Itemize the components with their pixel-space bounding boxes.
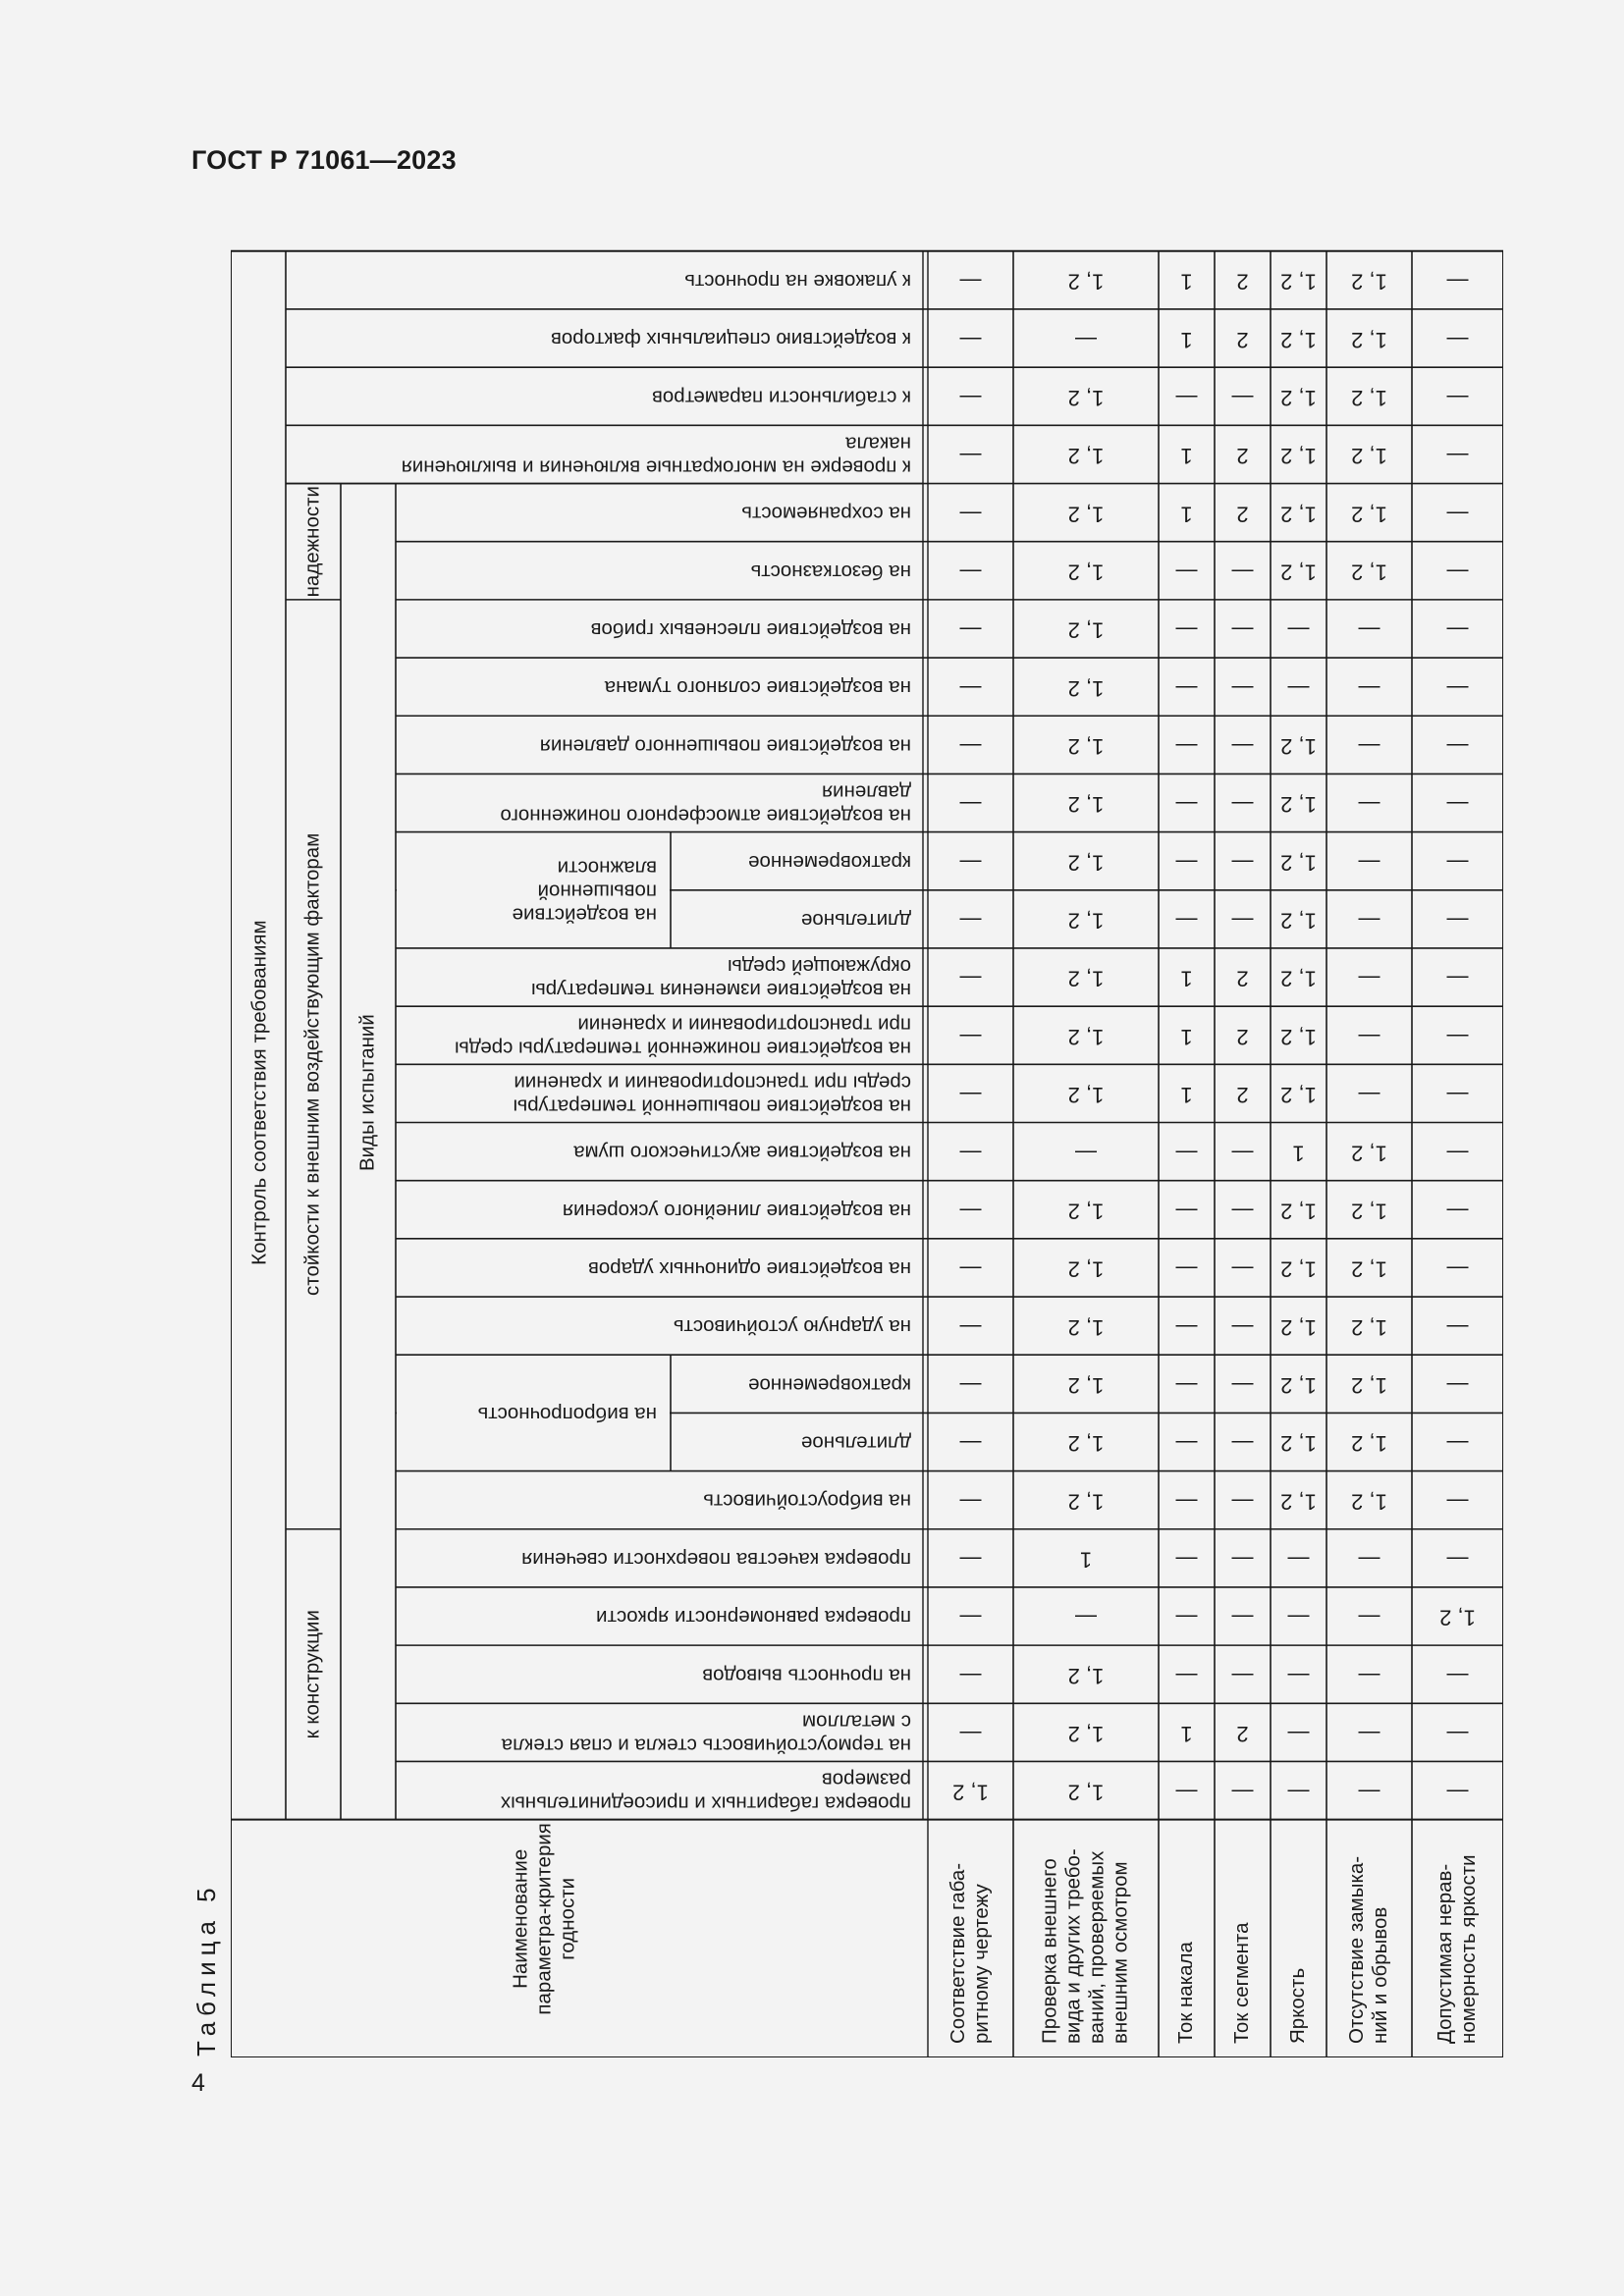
- table-cell: —: [1446, 1083, 1469, 1108]
- table-5: [231, 232, 1503, 2057]
- table-cell: —: [1446, 1372, 1469, 1398]
- table-cell: —: [1231, 1489, 1254, 1515]
- table-cell: —: [959, 1024, 982, 1049]
- table-cell: —: [1175, 792, 1198, 818]
- table-cell: 1, 2: [1280, 1256, 1317, 1282]
- table-cell: —: [1075, 1605, 1097, 1630]
- row-label: ваний, проверяемых: [1085, 1850, 1109, 2044]
- column-header: длительное: [800, 908, 911, 932]
- table-cell: —: [1175, 1431, 1198, 1457]
- table-cell: 1: [1180, 327, 1193, 352]
- table-cell: —: [1175, 734, 1198, 760]
- table-cell: 1, 2: [1067, 1256, 1105, 1282]
- column-header: на воздействие одиночных ударов: [587, 1257, 911, 1281]
- column-header: при транспортировании и хранении: [577, 1013, 911, 1037]
- table-cell: —: [1231, 1314, 1254, 1340]
- table-cell: 1: [1292, 1141, 1305, 1166]
- table-cell: —: [1231, 560, 1254, 585]
- table-cell: —: [1231, 908, 1254, 934]
- page-number: 4: [191, 2069, 205, 2097]
- table-cell: 1, 2: [1067, 1024, 1105, 1049]
- table-cell: —: [1446, 1199, 1469, 1224]
- table-cell: —: [1287, 1663, 1310, 1688]
- table-cell: 2: [1236, 502, 1249, 527]
- table-cell: —: [1358, 908, 1380, 934]
- table-cell: —: [1175, 1663, 1198, 1688]
- table-cell: —: [959, 385, 982, 410]
- column-header: на ударную устойчивость: [673, 1315, 911, 1339]
- table-cell: —: [1446, 1663, 1469, 1688]
- table-cell: 1, 2: [1280, 444, 1317, 469]
- column-header: накала: [845, 432, 911, 455]
- table-cell: —: [1175, 1489, 1198, 1515]
- table-cell: 1, 2: [1067, 1780, 1105, 1805]
- table-cell: —: [959, 1489, 982, 1515]
- table-cell: —: [1175, 1314, 1198, 1340]
- group-main-title: Контроль соответствия требованиям: [247, 920, 271, 1265]
- table-cell: —: [959, 1431, 982, 1457]
- table-cell: —: [1446, 1722, 1469, 1747]
- column-header: проверка качества поверхности свечения: [521, 1547, 911, 1571]
- table-cell: —: [1231, 385, 1254, 410]
- table-cell: —: [1231, 792, 1254, 818]
- table-cell: 1, 2: [1067, 560, 1105, 585]
- table-cell: —: [959, 1605, 982, 1630]
- table-cell: —: [959, 269, 982, 294]
- table-cell: —: [1175, 1605, 1198, 1630]
- table-cell: —: [1075, 1141, 1097, 1166]
- table-cell: —: [1231, 617, 1254, 643]
- table-cell: 1, 2: [1439, 1605, 1476, 1630]
- table-cell: 1, 2: [1280, 269, 1317, 294]
- table-cell: —: [1358, 1722, 1380, 1747]
- table-cell: —: [1446, 1024, 1469, 1049]
- table-cell: 1, 2: [1280, 1314, 1317, 1340]
- table-rotated-group: [231, 251, 1503, 2057]
- table-cell: 1, 2: [1067, 734, 1105, 760]
- table-cell: 1: [1180, 1722, 1193, 1747]
- table-cell: —: [959, 560, 982, 585]
- table-cell: 1, 2: [1280, 908, 1317, 934]
- column-header: на термоустойчивость стекла и спая стекла: [501, 1734, 911, 1757]
- table-cell: —: [1358, 1024, 1380, 1049]
- subgroup-resistance: стойкости к внешним воздействующим факторам: [300, 832, 324, 1296]
- table-cell: —: [1231, 734, 1254, 760]
- table-cell: —: [1446, 1141, 1469, 1166]
- table-cell: —: [1231, 1256, 1254, 1282]
- table-cell: —: [1446, 1256, 1469, 1282]
- subgroup-humid: повышенной: [537, 880, 657, 903]
- table-cell: —: [1287, 1547, 1310, 1573]
- table-cell: —: [1231, 675, 1254, 701]
- table-cell: —: [1231, 1547, 1254, 1573]
- column-header: среды при транспортировании и хранении: [514, 1071, 911, 1095]
- table-cell: —: [1446, 966, 1469, 991]
- table-cell: —: [1446, 269, 1469, 294]
- table-cell: —: [1175, 617, 1198, 643]
- table-cell: 1, 2: [1067, 1663, 1105, 1688]
- table-cell: —: [959, 1256, 982, 1282]
- column-header: на воздействие изменения температуры: [530, 979, 911, 1002]
- table-cell: —: [959, 1141, 982, 1166]
- table-cell: —: [959, 1372, 982, 1398]
- table-cell: 1, 2: [1067, 502, 1105, 527]
- table-cell: 1, 2: [1280, 966, 1317, 991]
- table-cell: —: [1175, 1372, 1198, 1398]
- row-label: Отсутствие замыка-: [1344, 1855, 1368, 2044]
- table-cell: —: [1175, 1256, 1198, 1282]
- table-cell: —: [1231, 1431, 1254, 1457]
- table-cell: 1, 2: [1067, 966, 1105, 991]
- corner-label-line: годности: [556, 1877, 579, 1960]
- table-cell: —: [1446, 734, 1469, 760]
- column-header: на виброустойчивость: [703, 1489, 911, 1513]
- row-label: Проверка внешнего: [1038, 1858, 1061, 2044]
- column-header: на воздействие плесневых грибов: [590, 618, 911, 642]
- table-cell: 1, 2: [1067, 1314, 1105, 1340]
- table-cell: —: [959, 1314, 982, 1340]
- table-cell: 1, 2: [1280, 1431, 1317, 1457]
- table-cell: —: [959, 908, 982, 934]
- table-cell: 1, 2: [1067, 792, 1105, 818]
- table-cell: —: [959, 966, 982, 991]
- table-cell: —: [1175, 675, 1198, 701]
- table-cell: —: [1446, 792, 1469, 818]
- table-cell: 1, 2: [1280, 502, 1317, 527]
- table-cell: 1, 2: [1280, 734, 1317, 760]
- table-cell: 1, 2: [1351, 385, 1387, 410]
- table-cell: 1, 2: [1280, 850, 1317, 876]
- table-cell: —: [1231, 1372, 1254, 1398]
- table-cell: 1, 2: [1351, 1314, 1387, 1340]
- table-5-grid: [231, 232, 1503, 2057]
- subgroup-construction: к конструкции: [300, 1610, 324, 1739]
- table-cell: —: [1446, 1780, 1469, 1805]
- table-cell: —: [1231, 850, 1254, 876]
- column-header: проверка габаритных и присоединительных: [500, 1791, 911, 1815]
- table-cell: —: [959, 444, 982, 469]
- column-header: на воздействие повышенной температуры: [513, 1095, 911, 1118]
- row-label: вида и других требо-: [1061, 1848, 1085, 2044]
- table-cell: 1, 2: [1351, 1489, 1387, 1515]
- table-cell: 1, 2: [1067, 850, 1105, 876]
- table-cell: 1, 2: [1067, 617, 1105, 643]
- table-cell: —: [959, 675, 982, 701]
- table-cell: —: [1358, 617, 1380, 643]
- table-cell: 2: [1236, 1083, 1249, 1108]
- table-cell: —: [1446, 908, 1469, 934]
- table-cell: 1, 2: [1351, 1256, 1387, 1282]
- column-header: на воздействие акустического шума: [573, 1141, 911, 1164]
- table-cell: —: [1358, 1605, 1380, 1630]
- corner-label-line: Наименование: [509, 1848, 532, 1989]
- row-label: ритному чертежу: [969, 1884, 993, 2044]
- table-cell: —: [959, 617, 982, 643]
- table-cell: —: [1446, 617, 1469, 643]
- table-cell: 1, 2: [1067, 908, 1105, 934]
- table-cell: —: [1287, 1605, 1310, 1630]
- table-cell: 1, 2: [1280, 327, 1317, 352]
- table-cell: 1, 2: [1351, 444, 1387, 469]
- table-cell: 1, 2: [1280, 385, 1317, 410]
- table-cell: 1, 2: [1280, 560, 1317, 585]
- table-cell: —: [1075, 327, 1097, 352]
- table-cell: —: [1175, 908, 1198, 934]
- document-header: ГОСТ Р 71061—2023: [191, 145, 457, 175]
- table-cell: 1: [1180, 444, 1193, 469]
- table-cell: 1, 2: [1351, 1199, 1387, 1224]
- table-cell: 1, 2: [1351, 1141, 1387, 1166]
- table-cell: —: [1175, 1547, 1198, 1573]
- column-header: на воздействие пониженной температуры среды: [455, 1037, 911, 1060]
- column-header: к упаковке на прочность: [684, 269, 911, 293]
- table-cell: 1, 2: [1351, 327, 1387, 352]
- table-cell: 2: [1236, 1722, 1249, 1747]
- table-cell: —: [959, 1199, 982, 1224]
- table-cell: 1, 2: [1351, 502, 1387, 527]
- column-header: размеров: [821, 1768, 911, 1791]
- table-cell: 1, 2: [1280, 792, 1317, 818]
- table-cell: —: [1231, 1780, 1254, 1805]
- table-cell: 1, 2: [1067, 1722, 1105, 1747]
- column-header: на воздействие соляного тумана: [604, 676, 911, 700]
- table-cell: —: [959, 1722, 982, 1747]
- table-cell: —: [1358, 966, 1380, 991]
- table-cell: 1, 2: [1067, 1489, 1105, 1515]
- column-header: на безотказность: [750, 560, 911, 583]
- table-cell: —: [959, 1083, 982, 1108]
- table-cell: 2: [1236, 444, 1249, 469]
- table-cell: 1: [1180, 1083, 1193, 1108]
- column-header: давления: [821, 780, 911, 804]
- table-cell: —: [1446, 1547, 1469, 1573]
- column-header: на воздействие линейного ускорения: [562, 1199, 911, 1222]
- table-cell: —: [1358, 1083, 1380, 1108]
- table-cell: 1, 2: [1067, 675, 1105, 701]
- column-header: к проверке на многократные включения и выключения: [401, 455, 911, 479]
- table-cell: —: [1358, 734, 1380, 760]
- table-cell: —: [1175, 560, 1198, 585]
- row-label: номерность яркости: [1456, 1854, 1480, 2044]
- table-cell: —: [1287, 1780, 1310, 1805]
- row-label: Яркость: [1285, 1967, 1309, 2044]
- table-cell: 1, 2: [1067, 385, 1105, 410]
- row-label: Ток накала: [1173, 1942, 1197, 2044]
- table-cell: —: [1358, 1547, 1380, 1573]
- table-cell: —: [1358, 792, 1380, 818]
- table-cell: —: [1358, 1663, 1380, 1688]
- table-cell: 1, 2: [1351, 1431, 1387, 1457]
- table-cell: —: [1231, 1141, 1254, 1166]
- table-cell: 1, 2: [1067, 1372, 1105, 1398]
- table-cell: 1, 2: [1280, 1489, 1317, 1515]
- types-label: Виды испытаний: [355, 1014, 379, 1172]
- row-label: Соответствие габа-: [946, 1862, 969, 2044]
- table-cell: 1, 2: [1351, 269, 1387, 294]
- table-cell: 2: [1236, 1024, 1249, 1049]
- table-cell: 2: [1236, 269, 1249, 294]
- table-cell: —: [959, 1547, 982, 1573]
- table-cell: —: [1446, 675, 1469, 701]
- table-cell: —: [1287, 675, 1310, 701]
- table-cell: 1: [1180, 1024, 1193, 1049]
- table-cell: —: [1446, 1314, 1469, 1340]
- table-cell: —: [1358, 675, 1380, 701]
- table-cell: 1, 2: [1067, 444, 1105, 469]
- table-cell: —: [1446, 385, 1469, 410]
- table-caption: Таблица 5: [191, 1882, 221, 2056]
- table-cell: 1: [1180, 966, 1193, 991]
- column-header: на воздействие повышенного давления: [539, 734, 911, 758]
- table-cell: 1, 2: [1067, 1083, 1105, 1108]
- table-cell: 1, 2: [1280, 1083, 1317, 1108]
- table-cell: —: [1175, 850, 1198, 876]
- column-header: окружающей среды: [728, 955, 911, 979]
- table-cell: —: [1175, 1141, 1198, 1166]
- column-header: кратковременное: [748, 1373, 911, 1397]
- table-cell: —: [1446, 1431, 1469, 1457]
- table-cell: —: [1231, 1663, 1254, 1688]
- column-header: на сохраняемость: [741, 502, 911, 525]
- column-header: кратковременное: [748, 850, 911, 874]
- table-cell: 1, 2: [1067, 1199, 1105, 1224]
- table-cell: 1, 2: [1280, 1199, 1317, 1224]
- table-cell: —: [1231, 1605, 1254, 1630]
- table-cell: 2: [1236, 327, 1249, 352]
- table-cell: —: [1287, 1722, 1310, 1747]
- table-cell: 1: [1180, 502, 1193, 527]
- subgroup-reliability: надежности: [300, 486, 324, 598]
- table-cell: 1, 2: [1067, 269, 1105, 294]
- table-cell: —: [959, 734, 982, 760]
- column-header: к воздействию специальных факторов: [550, 328, 911, 351]
- table-cell: 1: [1180, 269, 1193, 294]
- row-label: внешним осмотром: [1109, 1861, 1132, 2044]
- column-header: на воздействие атмосферного пониженного: [500, 804, 911, 828]
- table-cell: —: [1358, 850, 1380, 876]
- table-cell: —: [959, 792, 982, 818]
- row-label: Ток сегмента: [1229, 1922, 1253, 2044]
- table-cell: —: [959, 850, 982, 876]
- subgroup-humid: на воздействие: [512, 903, 657, 927]
- table-cell: —: [1446, 560, 1469, 585]
- table-cell: 1, 2: [1280, 1372, 1317, 1398]
- table-cell: —: [1446, 1489, 1469, 1515]
- subgroup-humid: влажности: [557, 856, 657, 880]
- row-label: ний и обрывов: [1368, 1906, 1391, 2044]
- table-cell: —: [1231, 1199, 1254, 1224]
- column-header: на прочность выводов: [702, 1664, 911, 1687]
- table-cell: —: [1175, 1780, 1198, 1805]
- table-cell: —: [959, 1663, 982, 1688]
- table-cell: —: [1358, 1780, 1380, 1805]
- table-cell: —: [1175, 1199, 1198, 1224]
- table-cell: 1, 2: [1351, 560, 1387, 585]
- column-header: проверка равномерности яркости: [596, 1606, 911, 1629]
- corner-label-line: параметра-критерия: [532, 1823, 556, 2015]
- table-cell: 2: [1236, 966, 1249, 991]
- table-cell: 1, 2: [1067, 1431, 1105, 1457]
- table-cell: —: [1446, 327, 1469, 352]
- column-header: длительное: [800, 1431, 911, 1455]
- table-cell: —: [1287, 617, 1310, 643]
- table-cell: 1, 2: [952, 1780, 989, 1805]
- column-header: с металлом: [802, 1710, 911, 1734]
- table-cell: —: [1175, 385, 1198, 410]
- table-cell: —: [1446, 444, 1469, 469]
- table-cell: 1, 2: [1280, 1024, 1317, 1049]
- row-label: Допустимая нерав-: [1433, 1863, 1456, 2044]
- table-cell: 1, 2: [1351, 1372, 1387, 1398]
- subgroup-vibro: на вибропрочность: [477, 1402, 657, 1425]
- table-cell: —: [1446, 850, 1469, 876]
- table-cell: —: [1446, 502, 1469, 527]
- table-cell: —: [959, 502, 982, 527]
- table-cell: 1: [1079, 1547, 1093, 1573]
- table-cell: —: [959, 327, 982, 352]
- column-header: к стабильности параметров: [651, 386, 911, 409]
